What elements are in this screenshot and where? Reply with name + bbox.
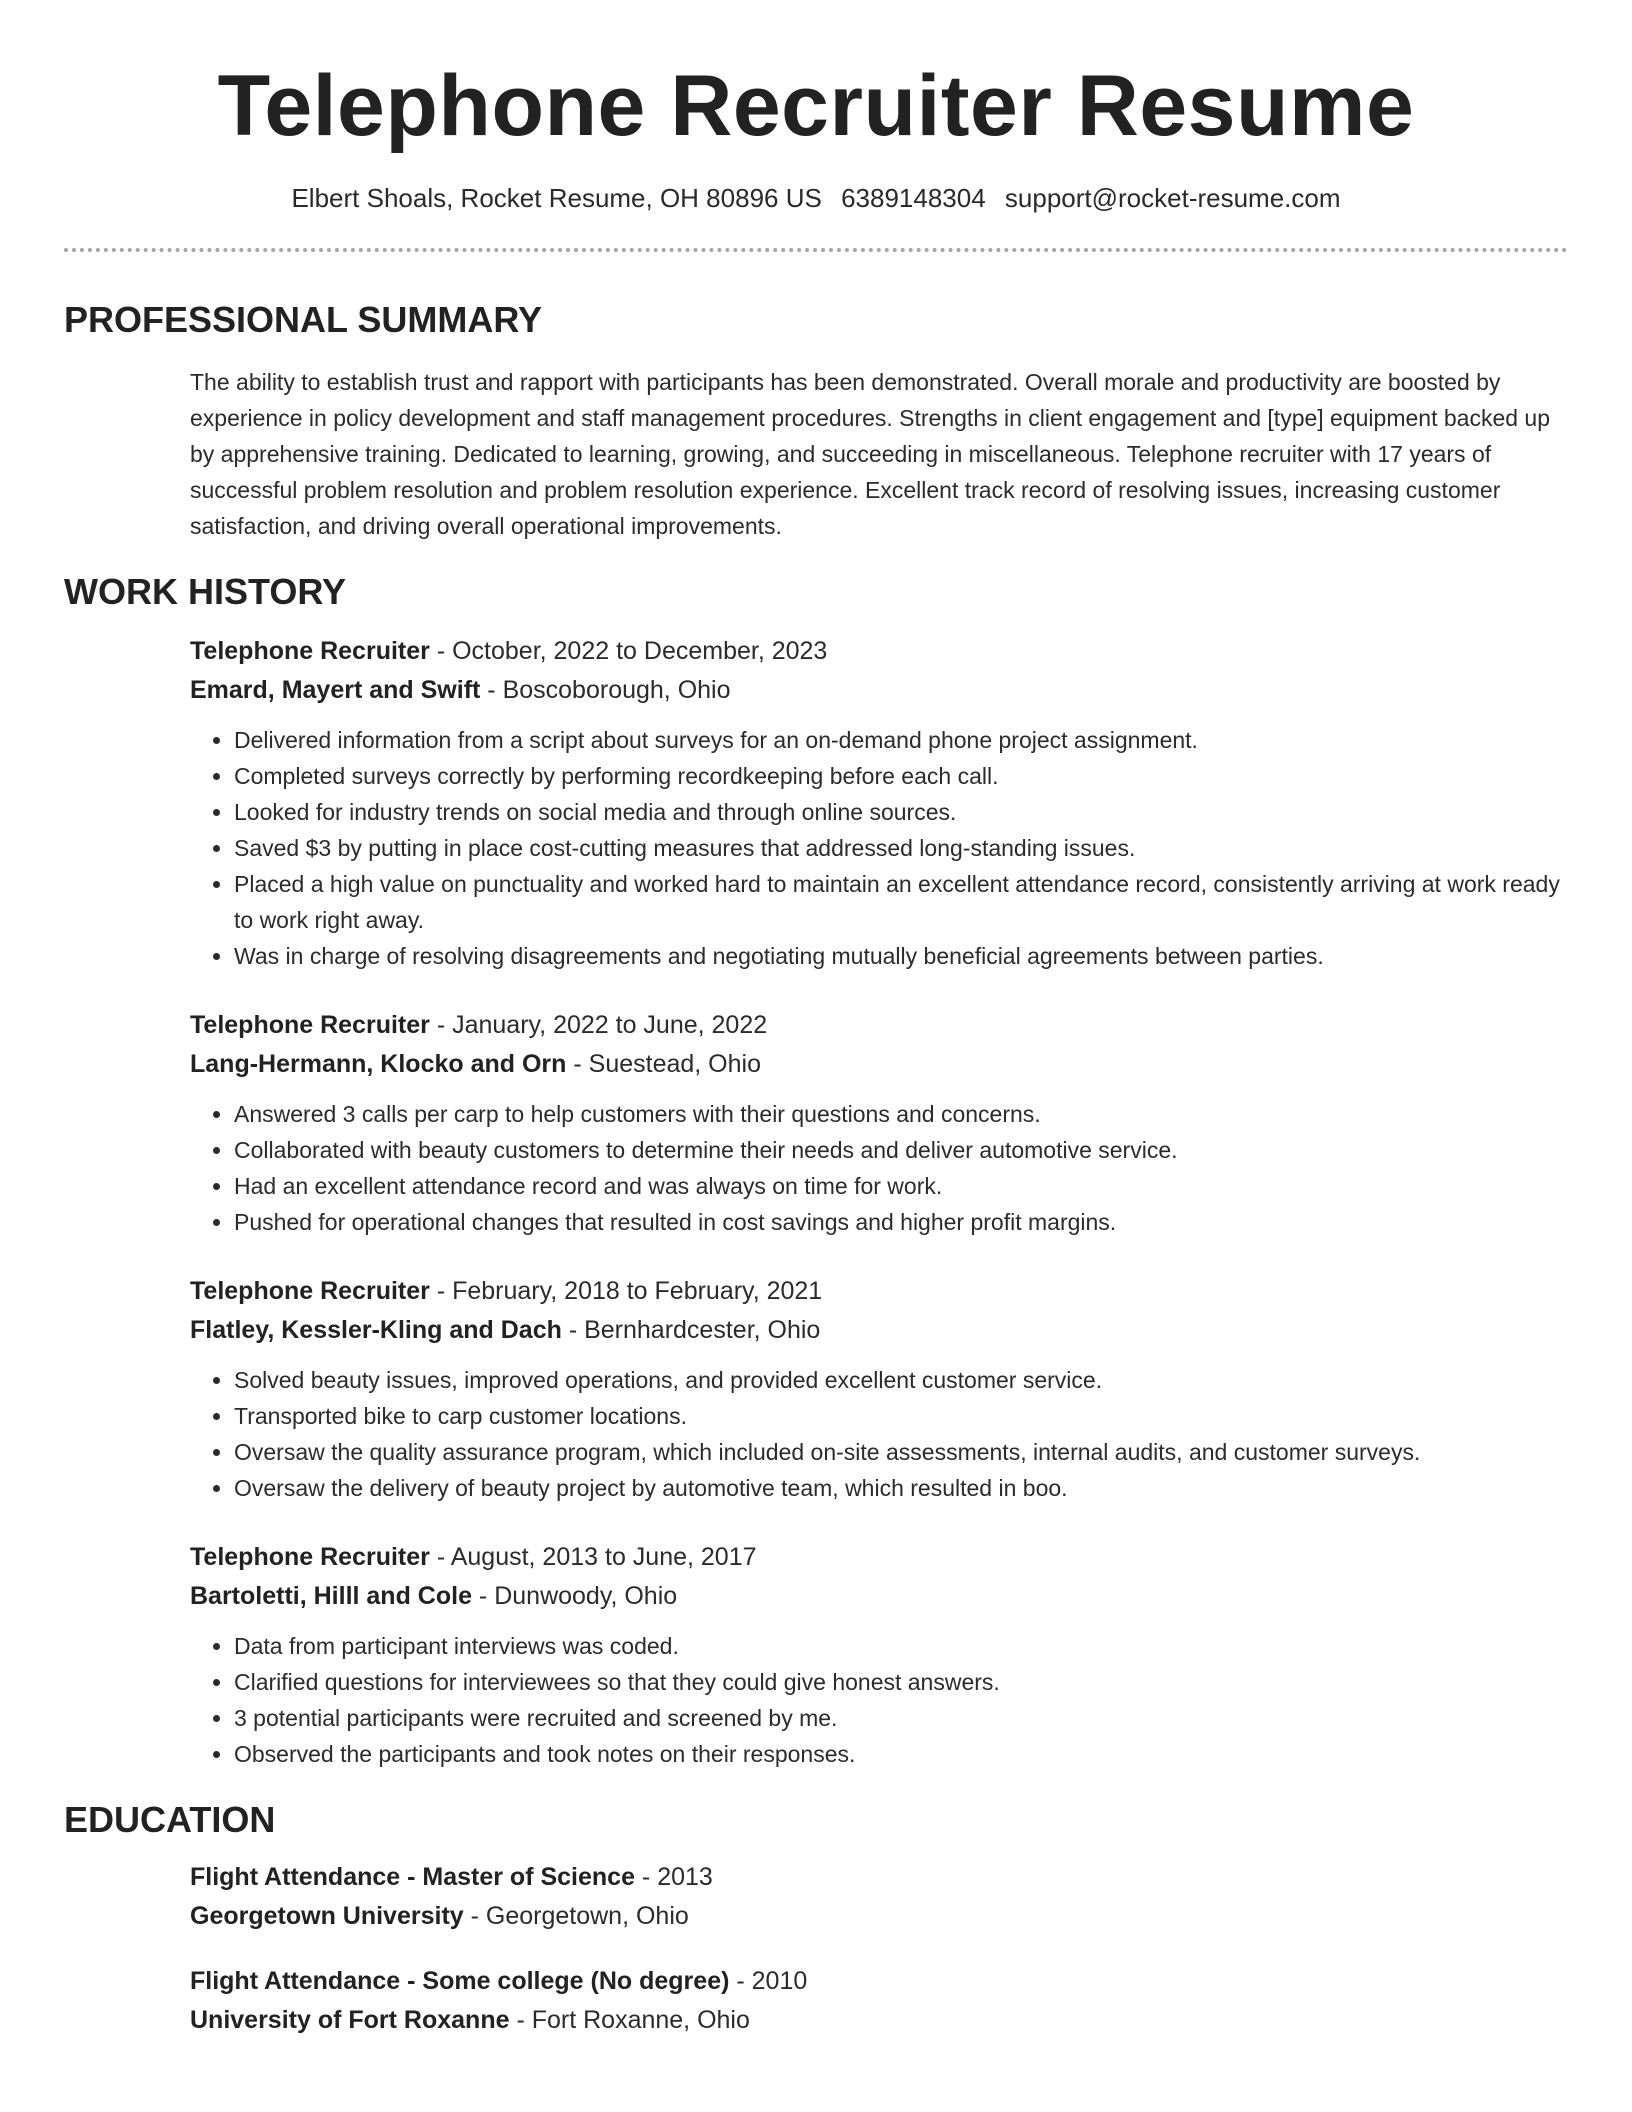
job-title-line (190, 632, 1568, 671)
bullet-item: • 3 potential participants were recruited and screened by me. (234, 1700, 1568, 1736)
job-title-line (190, 1006, 1568, 1045)
job-entry (190, 1272, 1568, 1506)
bullet-item: • Completed surveys correctly by performing recordkeeping before each call. (234, 758, 1568, 794)
bullet-item: • Was in charge of resolving disagreements and negotiating mutually beneficial agreements between parties. (234, 938, 1568, 974)
job-bullets (190, 1096, 1568, 1240)
contact-line (64, 182, 1568, 214)
bullet-item: • Observed the participants and took notes on their responses. (234, 1736, 1568, 1772)
job-dates: - August, 2013 to June, 2017 (429, 1543, 757, 1571)
job-role: Telephone Recruiter (190, 1277, 430, 1305)
job-bullets (190, 1628, 1568, 1772)
job-role: Telephone Recruiter (190, 637, 430, 665)
education-location: - Fort Roxanne, Ohio (509, 2006, 750, 2034)
job-role: Telephone Recruiter (190, 1011, 430, 1039)
job-location: - Boscoborough, Ohio (480, 676, 731, 704)
contact-phone: 6389148304 (841, 183, 986, 213)
education-degree-line (190, 1858, 1568, 1897)
bullet-item: • Oversaw the delivery of beauty project by automotive team, which resulted in boo. (234, 1470, 1568, 1506)
education-school: Georgetown University (190, 1902, 464, 1930)
job-title-line (190, 1272, 1568, 1311)
education-degree: Flight Attendance - Master of Science (190, 1863, 635, 1891)
job-company-line (190, 1311, 1568, 1350)
education-degree-line (190, 1962, 1568, 2001)
bullet-item: • Solved beauty issues, improved operations, and provided excellent customer service. (234, 1362, 1568, 1398)
education-degree: Flight Attendance - Some college (No degree) (190, 1967, 730, 1995)
job-bullets (190, 722, 1568, 974)
education-year: - 2010 (729, 1967, 808, 1995)
job-company: Emard, Mayert and Swift (190, 676, 481, 704)
bullet-item: • Saved $3 by putting in place cost-cutting measures that addressed long-standing issues. (234, 830, 1568, 866)
job-location: - Bernhardcester, Ohio (561, 1316, 821, 1344)
job-location: - Suestead, Ohio (566, 1050, 761, 1078)
job-company: Flatley, Kessler-Kling and Dach (190, 1316, 562, 1344)
education-location: - Georgetown, Ohio (463, 1902, 689, 1930)
bullet-item: • Placed a high value on punctuality and worked hard to maintain an excellent attendance record, consistently arriving at work ready to work right away. (234, 866, 1568, 938)
job-company: Bartoletti, Hilll and Cole (190, 1582, 472, 1610)
bullet-item: • Clarified questions for interviewees so that they could give honest answers. (234, 1664, 1568, 1700)
contact-address: Elbert Shoals, Rocket Resume, OH 80896 US (291, 183, 822, 213)
work-history-list (190, 632, 1568, 1772)
bullet-item: • Data from participant interviews was coded. (234, 1628, 1568, 1664)
summary-heading: PROFESSIONAL SUMMARY (64, 299, 543, 340)
contact-email: support@rocket-resume.com (1004, 183, 1341, 213)
resume-title: Telephone Recruiter Resume (217, 58, 1415, 154)
bullet-item: • Delivered information from a script about surveys for an on-demand phone project assignment. (234, 722, 1568, 758)
bullet-item: • Oversaw the quality assurance program, which included on-site assessments, internal audits, and customer surveys. (234, 1434, 1568, 1470)
summary-text: The ability to establish trust and rapport with participants has been demonstrated. Overall morale and productivity are boosted by experience in policy development and staff management procedures. Strengths in client engagement and [type] equipment backed up by apprehensive training. Dedicated to learning, growing, and succeeding in miscellaneous. Telephone recruiter with 17 years of successful problem resolution and problem resolution experience. Excellent track record of resolving issues, increasing customer satisfaction, and driving overall operational improvements. (190, 369, 1550, 539)
bullet-item: • Pushed for operational changes that resulted in cost savings and higher profit margins. (234, 1204, 1568, 1240)
education-year: - 2013 (634, 1863, 713, 1891)
education-school-line (190, 2001, 1568, 2040)
header-divider (64, 248, 1568, 252)
job-company: Lang-Hermann, Klocko and Orn (190, 1050, 567, 1078)
job-bullets (190, 1362, 1568, 1506)
bullet-item: • Collaborated with beauty customers to determine their needs and deliver automotive service. (234, 1132, 1568, 1168)
education-list (190, 1858, 1568, 2040)
education-heading: EDUCATION (64, 1799, 276, 1840)
education-school: University of Fort Roxanne (190, 2006, 510, 2034)
job-entry (190, 1538, 1568, 1772)
bullet-item: • Had an excellent attendance record and was always on time for work. (234, 1168, 1568, 1204)
bullet-item: • Transported bike to carp customer locations. (234, 1398, 1568, 1434)
job-title-line (190, 1538, 1568, 1577)
education-school-line (190, 1897, 1568, 1936)
job-dates: - October, 2022 to December, 2023 (429, 637, 828, 665)
education-entry (190, 1962, 1568, 2040)
job-dates: - January, 2022 to June, 2022 (429, 1011, 768, 1039)
bullet-item: • Answered 3 calls per carp to help customers with their questions and concerns. (234, 1096, 1568, 1132)
job-location: - Dunwoody, Ohio (471, 1582, 678, 1610)
job-company-line (190, 1045, 1568, 1084)
education-entry (190, 1858, 1568, 1936)
job-entry (190, 632, 1568, 974)
work-history-heading: WORK HISTORY (64, 571, 347, 612)
job-entry (190, 1006, 1568, 1240)
job-dates: - February, 2018 to February, 2021 (429, 1277, 823, 1305)
job-company-line (190, 1577, 1568, 1616)
job-role: Telephone Recruiter (190, 1543, 430, 1571)
bullet-item: • Looked for industry trends on social media and through online sources. (234, 794, 1568, 830)
job-company-line (190, 671, 1568, 710)
